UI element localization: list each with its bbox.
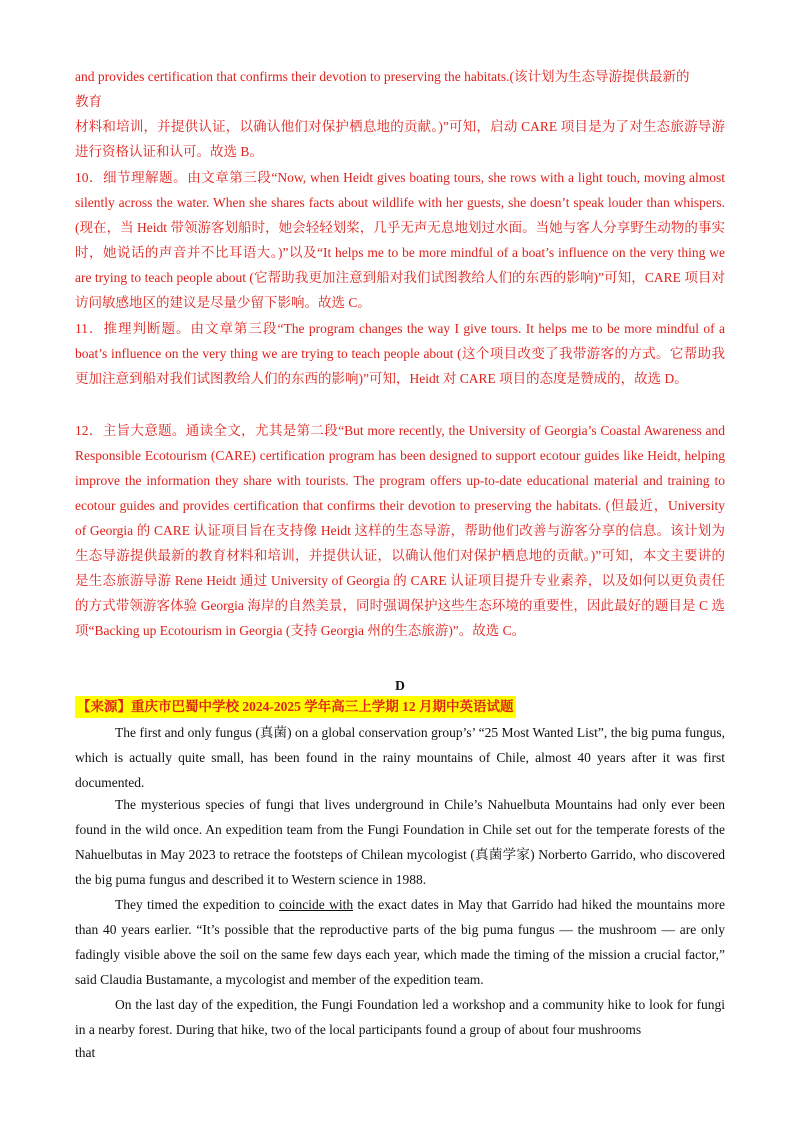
answer-continuation-line: and provides certification that confirms their devotion to preserving the habitats.(该计划为生态导游提供最新的 (75, 69, 690, 84)
section-heading: D (395, 678, 405, 693)
paragraph-3-start: They timed the expedition to (115, 897, 280, 912)
passage-paragraph-3 (75, 892, 725, 992)
passage-paragraph-4-tail: that (75, 1045, 96, 1060)
passage-paragraph-4: On the last day of the expedition, the Fungi Foundation led a workshop and a community hike to look for fungi in a nearby forest. During that hike, two of the local participants found a group of about four mushrooms (75, 997, 725, 1037)
passage-paragraph-2: The mysterious species of fungi that lives underground in Chile’s Nahuelbuta Mountains had only ever been found in the wild once. An expedition team from the Fungi Foundation in Chile set out for the temperate forests of the Nahuelbutas in May 2023 to retrace the footsteps of Chilean mycologist (真菌学家) Norberto Garrido, who discovered the big puma fungus and described it to Western science in 1988. (75, 797, 725, 887)
answer-12-explanation: 12．主旨大意题。通读全文，尤其是第二段“But more recently, the University of Georgia’s Coastal Awareness and Responsible Ecotourism (CARE) certification program has been designed to support ecotour guides like Heidt, helping improve the information they share with tourists. The program offers up-to-date educational material and training to ecotour guides and provides certification that confirms their devotion to preserving the habitats. (但最近，University of Georgia 的 CARE 认证项目旨在支持像 Heidt 这样的生态导游，帮助他们改善与游客分享的信息。该计划为生态导游提供最新的教育材料和培训，并提供认证，以确认他们对保护栖息地的贡献。)”可知，本文主要讲的是生态旅游导游 Rene Heidt 通过 University of Georgia 的 CARE 认证项目提升专业素养，以及如何以更负责任的方式带领游客体验 Georgia 海岸的自然美景，同时强调保护这些生态环境的重要性，因此最好的题目是 C 选项“Backing up Ecotourism in Georgia (支持 Georgia 州的生态旅游)”。故选 C。 (75, 423, 725, 638)
answer-9-explanation: 材料和培训，并提供认证，以确认他们对保护栖息地的贡献。)”可知，启动 CARE 项目是为了对生态旅游导游进行资格认证和认可。故选 B。 (75, 119, 725, 159)
answer-10-explanation: 10．细节理解题。由文章第三段“Now, when Heidt gives boating tours, she rows with a light touch, moving almost silently across the water. When she shares facts about wildlife with her guests, she doesn’t speak louder than whispers.(现在，当 Heidt 带领游客划船时，她会轻轻划桨，几乎无声无息地划过水面。当她与客人分享野生动物的事实时，她说话的声音并不比耳语大。)”以及“It helps me to be more mindful of a boat’s influence on the very thing we are trying to teach people about (它帮助我更加注意到船对我们试图教给人们的东西的影响)”可知，CARE 项目对访问敏感地区的建议是尽量少留下影响。故选 C。 (75, 170, 725, 310)
paragraph-3-rest: the exact dates in May that Garrido had hiked the mountains more than 40 years earlier. “It’s possible that the reproductive parts of the big puma fungus — the mushroom — are only fadingly visible above the soil on the same few days each year, which made the timing of the mission a crucial factor,” said Claudia Bustamante, a mycologist and member of the expedition team. (75, 897, 725, 987)
underlined-phrase: coincide with (279, 897, 354, 912)
answer-11-explanation: 11．推理判断题。由文章第三段“The program changes the way I give tours. It helps me to be more mindful of a boat’s influence on the very thing we are trying to teach people about (这个项目改变了我带游客的方式。它帮助我更加注意到船对我们试图教给人们的东西的影响)”可知，Heidt 对 CARE 项目的态度是赞成的，故选 D。 (75, 321, 725, 386)
source-label: 【来源】重庆市巴蜀中学校 2024-2025 学年高三上学期 12 月期中英语试题 (75, 696, 516, 718)
answer-continuation-line: 教育 (75, 94, 102, 109)
passage-paragraph-1: The first and only fungus (真菌) on a global conservation group’s’ “25 Most Wanted List”, the big puma fungus, which is actually quite small, has been found in the rainy mountains of Chile, almost 40 years after it was first documented. (75, 725, 725, 790)
